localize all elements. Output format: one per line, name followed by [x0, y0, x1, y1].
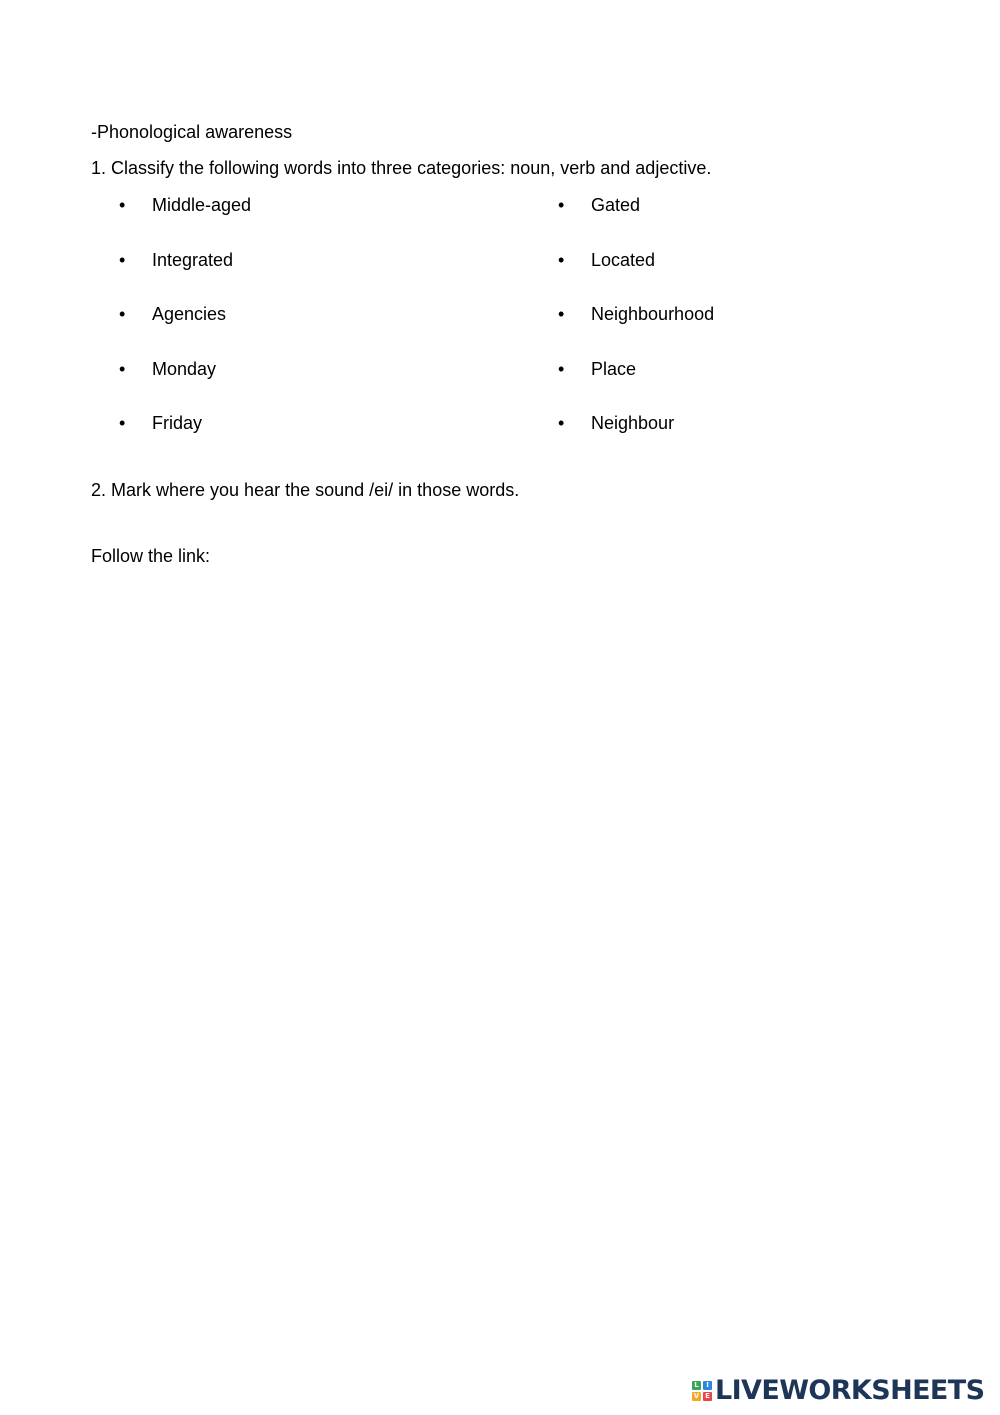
word: Monday: [152, 358, 217, 379]
bullet-icon: •: [558, 249, 565, 270]
logo-mark-cell: L: [692, 1381, 701, 1390]
list-item: [558, 412, 714, 467]
section-heading: -Phonological awareness: [91, 122, 293, 142]
bullet-icon: •: [119, 413, 126, 433]
word: Agencies: [152, 304, 227, 324]
word: Middle-aged: [152, 195, 252, 215]
logo-mark-cell: I: [703, 1381, 712, 1390]
bullet-icon: •: [558, 304, 565, 324]
word: Place: [591, 358, 637, 379]
word: Friday: [152, 413, 203, 433]
bullet-icon: •: [558, 413, 565, 433]
bullet-icon: •: [119, 195, 126, 215]
bullet-icon: •: [119, 358, 126, 379]
word: Integrated: [152, 249, 234, 270]
bullet-icon: •: [119, 304, 126, 324]
list-item: [119, 194, 251, 249]
word: Located: [591, 249, 656, 270]
list-item: [558, 249, 714, 304]
list-item: [119, 303, 251, 358]
logo-mark-cell: V: [693, 1392, 700, 1400]
bullet-icon: •: [119, 249, 126, 270]
logo-mark-cell: E: [703, 1392, 712, 1401]
list-item: [119, 358, 251, 413]
logo-mark-icon: [692, 1381, 712, 1401]
word: Neighbourhood: [591, 304, 715, 324]
list-item: [558, 358, 714, 413]
question-2: 2. Mark where you hear the sound /ei/ in those words.: [91, 480, 520, 500]
list-item: [558, 303, 714, 358]
word: Neighbour: [591, 413, 675, 433]
word: Gated: [591, 195, 641, 215]
bullet-icon: •: [558, 358, 565, 379]
question-1: 1. Classify the following words into three categories: noun, verb and adjective.: [91, 158, 712, 178]
list-item: [558, 194, 714, 249]
word-list-right: [558, 194, 714, 467]
bullet-icon: •: [558, 195, 565, 215]
liveworksheets-logo[interactable]: [692, 1374, 984, 1408]
list-item: [119, 249, 251, 304]
follow-link-text: Follow the link:: [91, 546, 211, 566]
logo-text: LIVEWORKSHEETS: [715, 1375, 985, 1406]
word-list-left: [119, 194, 251, 467]
list-item: [119, 412, 251, 467]
